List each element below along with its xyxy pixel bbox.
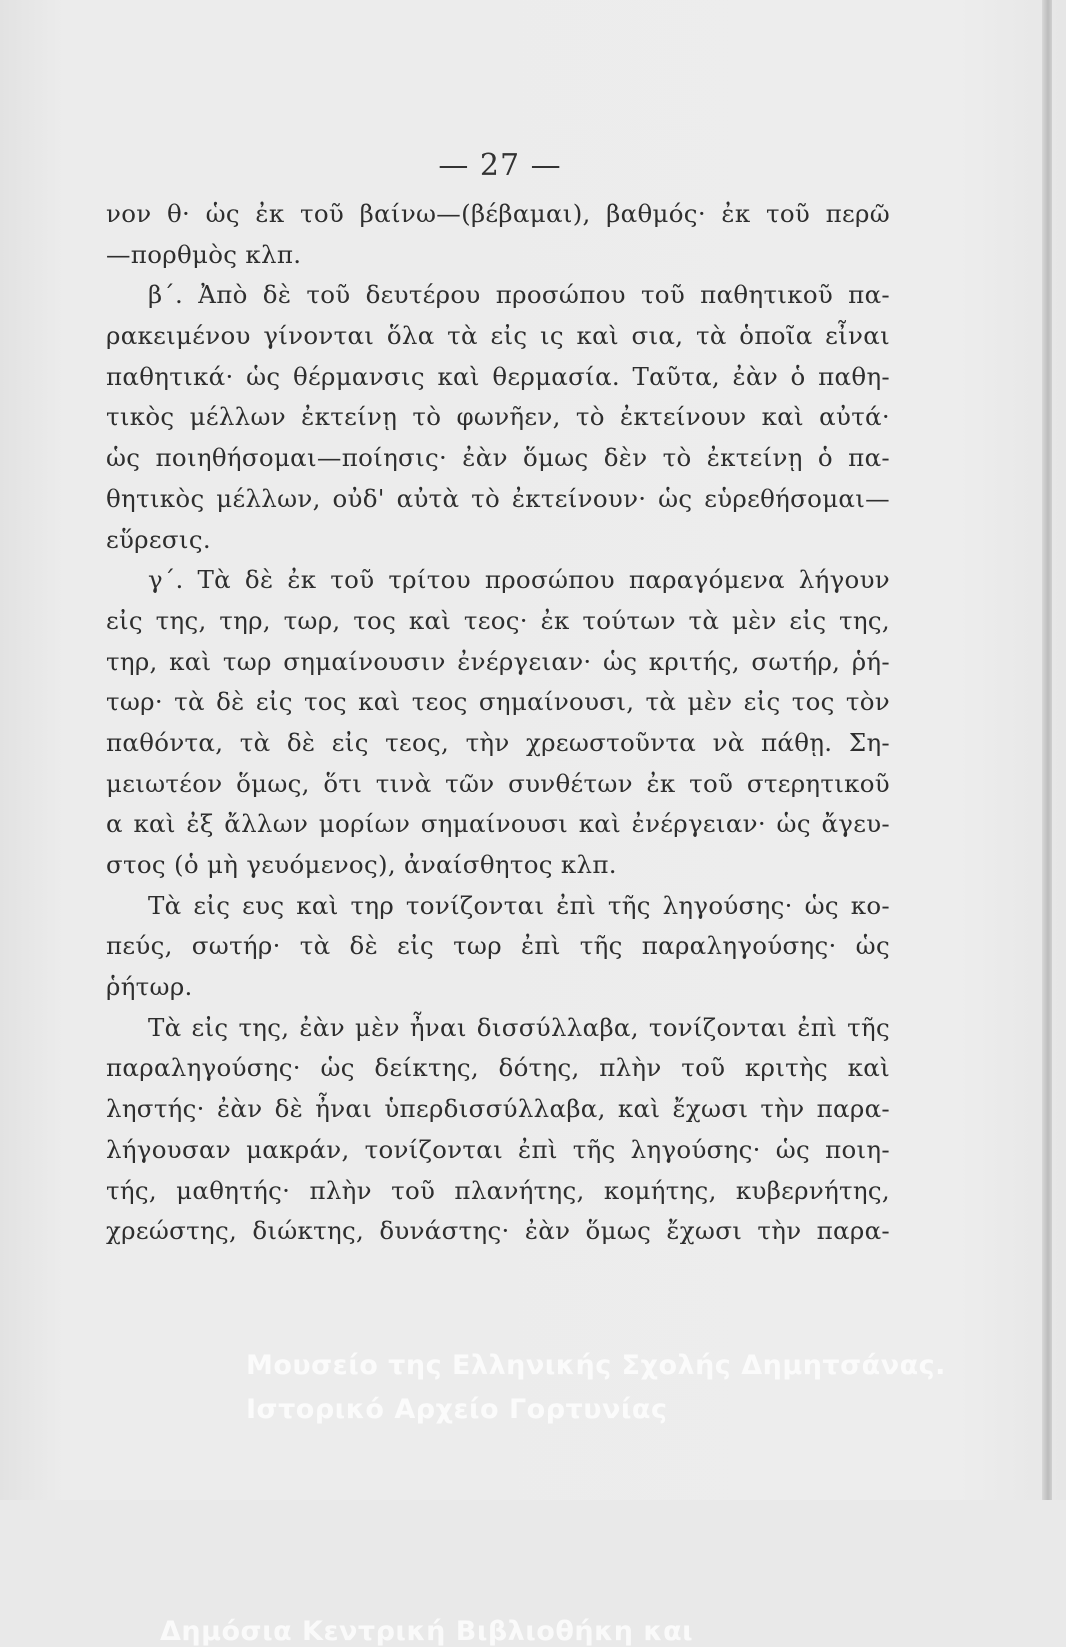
page-number: — 27 —	[438, 148, 562, 183]
text-line: εἰς της, τηρ, τωρ, τος καὶ τεος· ἐκ τούτων τὰ μὲν εἰς της,	[106, 605, 890, 635]
page-edge-shadow	[1042, 0, 1052, 1500]
text-line: —πορθμὸς κλπ.	[106, 239, 302, 269]
text-line: ῥήτωρ.	[106, 972, 193, 1002]
text-line: ληστής· ἐὰν δὲ ἦναι ὑπερδισσύλλαβα, καὶ ἔχωσι τὴν παρα-	[106, 1094, 890, 1124]
text-line: παθητικά· ὡς θέρμανσις καὶ θερμασία. Ταῦτα, ἐὰν ὁ παθη-	[106, 361, 890, 391]
text-line: τηρ, καὶ τωρ σημαίνουσιν ἐνέργειαν· ὡς κριτής, σωτήρ, ῥή-	[106, 646, 890, 676]
text-line: νον θ· ὡς ἐκ τοῦ βαίνω—(βέβαμαι), βαθμός· ἐκ τοῦ περῶ	[106, 199, 890, 228]
text-line: Τὰ εἰς ευς καὶ τηρ τονίζονται ἐπὶ τῆς ληγούσης· ὡς κο-	[148, 890, 890, 920]
text-line: μειωτέον ὅμως, ὅτι τινὰ τῶν συνθέτων ἐκ τοῦ στερητικοῦ	[106, 768, 890, 798]
text-line: α καὶ ἐξ ἄλλων μορίων σημαίνουσι καὶ ἐνέργειαν· ὡς ἄγευ-	[106, 809, 890, 839]
text-line: παθόντα, τὰ δὲ εἰς τεος, τὴν χρεωστοῦντα νὰ πάθῃ. Ση-	[106, 727, 890, 757]
text-line: λήγουσαν μακράν, τονίζονται ἐπὶ τῆς ληγούσης· ὡς ποιη-	[106, 1134, 890, 1164]
text-line: τικὸς μέλλων ἐκτείνῃ τὸ φωνῆεν, τὸ ἐκτείνουν καὶ αὐτά·	[106, 402, 890, 432]
text-line: τωρ· τὰ δὲ εἰς τος καὶ τεος σημαίνουσι, τὰ μὲν εἰς τος τὸν	[106, 687, 890, 717]
text-line: χρεώστης, διώκτης, δυνάστης· ἐὰν ὅμως ἔχωσι τὴν παρα-	[106, 1216, 890, 1246]
text-line: β΄. Ἀπὸ δὲ τοῦ δευτέρου προσώπου τοῦ παθητικοῦ πα-	[148, 280, 890, 310]
text-line: Τὰ εἰς της, ἐὰν μὲν ἦναι δισσύλλαβα, τονίζονται ἐπὶ τῆς	[148, 1012, 890, 1042]
watermark-line: Μουσείο της Ελληνικής Σχολής Δημητσάνας.	[246, 1350, 946, 1381]
text-line: τής, μαθητής· πλὴν τοῦ πλανήτης, κομήτης, κυβερνήτης,	[106, 1175, 890, 1205]
text-line: πεύς, σωτήρ· τὰ δὲ εἰς τωρ ἐπὶ τῆς παραληγούσης· ὡς	[106, 931, 890, 961]
text-line: παραληγούσης· ὡς δείκτης, δότης, πλὴν τοῦ κριτὴς καὶ	[106, 1053, 890, 1083]
text-line: εὕρεσις.	[106, 524, 211, 554]
body-text	[106, 194, 890, 1252]
text-line: ὡς ποιηθήσομαι—ποίησις· ἐὰν ὅμως δὲν τὸ ἐκτείνῃ ὁ πα-	[106, 443, 890, 473]
text-line: θητικὸς μέλλων, οὐδ' αὐτὰ τὸ ἐκτείνουν· ὡς εὑρεθήσομαι—	[106, 483, 890, 513]
watermark-line: Ιστορικό Αρχείο Γορτυνίας	[246, 1394, 668, 1425]
text-line: γ΄. Τὰ δὲ ἐκ τοῦ τρίτου προσώπου παραγόμενα λήγουν	[148, 565, 890, 595]
watermark-line: Δημόσια Κεντρική Βιβλιοθήκη και	[160, 1616, 694, 1647]
text-line: στος (ὁ μὴ γευόμενος), ἀναίσθητος κλπ.	[106, 850, 617, 879]
text-line: ρακειμένου γίνονται ὅλα τὰ εἰς ις καὶ σια, τὰ ὁποῖα εἶναι	[106, 321, 890, 351]
